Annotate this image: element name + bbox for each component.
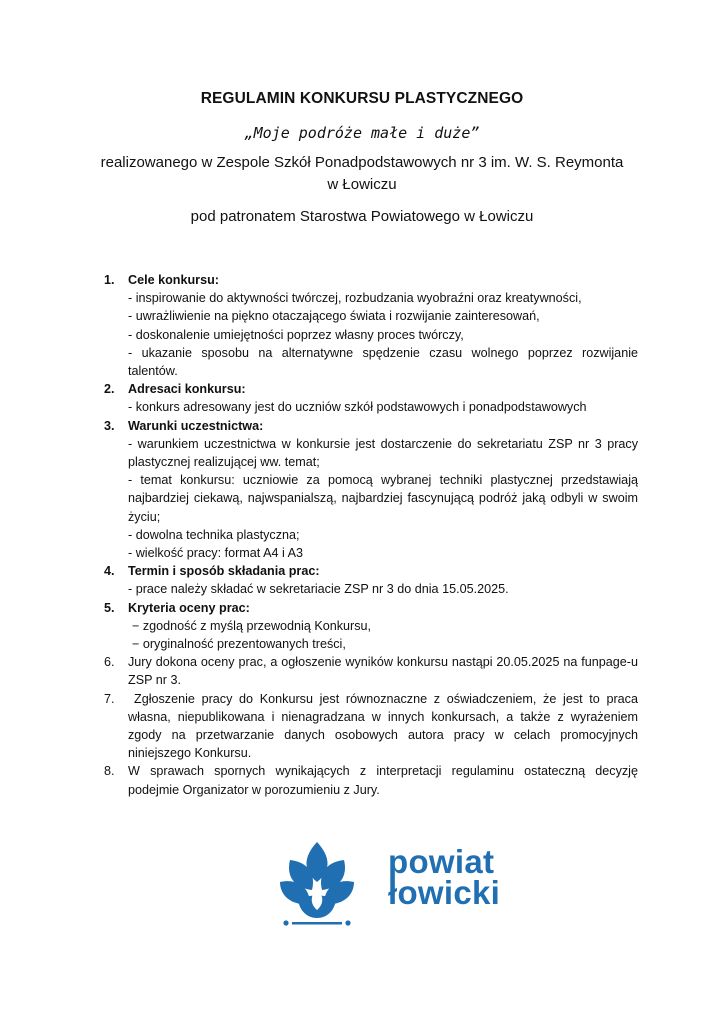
rule-heading: Adresaci konkursu: bbox=[128, 382, 246, 397]
rule-number: 1. bbox=[104, 273, 115, 287]
rule-number: 4. bbox=[104, 564, 115, 579]
rule-item bbox=[104, 762, 638, 798]
rule-number: 6. bbox=[104, 655, 115, 670]
logo-wordmark bbox=[388, 843, 501, 911]
rule-line: - uwrażliwienie na piękno otaczającego świata i rozwijanie zainteresowań, bbox=[128, 309, 540, 324]
organizer-line-1: realizowanego w Zespole Szkół Ponadpodstawowych nr 3 im. W. S. Reymonta bbox=[100, 154, 624, 171]
rule-line: - temat konkursu: uczniowie za pomocą wybranej techniki plastycznej przedstawiają najbardziej ciekawą, najwspanialszą, najbardziej fascynującą podróż jaką odbyli w swoim życiu; bbox=[128, 473, 638, 524]
flame-emblem-icon bbox=[272, 838, 362, 928]
rule-heading: Cele konkursu: bbox=[128, 273, 219, 287]
rule-line: - doskonalenie umiejętności poprzez własny proces twórczy, bbox=[128, 327, 464, 342]
rule-item bbox=[104, 417, 638, 563]
rule-text: Zgłoszenie pracy do Konkursu jest równoznaczne z oświadczeniem, że jest to praca własna, niepublikowana i nienagradzana w innych konkursach, a także z wyrażeniem zgody na przetwarzanie danych osobowych autora pracy w celach promocyjnych niniejszego Konkursu. bbox=[128, 691, 638, 761]
rule-line: - ukazanie sposobu na alternatywne spędzenie czasu wolnego poprzez rozwijanie talentów. bbox=[128, 345, 638, 379]
rules-list bbox=[104, 271, 638, 799]
rule-line: − zgodność z myślą przewodnią Konkursu, bbox=[132, 618, 372, 633]
contest-theme: „Moje podróże małe i duże” bbox=[244, 124, 480, 142]
logo-line-2: łowicki bbox=[388, 874, 501, 911]
rule-number: 2. bbox=[104, 382, 115, 397]
document-title: REGULAMIN KONKURSU PLASTYCZNEGO bbox=[200, 90, 524, 107]
rule-line: − oryginalność prezentowanych treści, bbox=[132, 637, 346, 652]
rule-heading: Warunki uczestnictwa: bbox=[128, 418, 264, 433]
rule-item bbox=[104, 653, 638, 689]
rule-item bbox=[104, 380, 638, 416]
rule-item bbox=[104, 271, 638, 380]
rule-text: W sprawach spornych wynikających z interpretacji regulaminu ostateczną decyzję podejmie Organizator w porozumieniu z Jury. bbox=[128, 764, 638, 797]
rule-line: - warunkiem uczestnictwa w konkursie jest dostarczenie do sekretariatu ZSP nr 3 pracy plastycznej realizującej ww. temat; bbox=[128, 436, 638, 470]
rule-heading: Kryteria oceny prac: bbox=[128, 600, 250, 615]
rule-number: 8. bbox=[104, 764, 115, 779]
patronage: pod patronatem Starostwa Powiatowego w Łowiczu bbox=[190, 208, 534, 225]
rule-line: - wielkość pracy: format A4 i A3 bbox=[128, 546, 303, 561]
rule-item bbox=[104, 599, 638, 654]
rule-item bbox=[104, 562, 638, 598]
rule-number: 3. bbox=[104, 418, 115, 433]
rule-item bbox=[104, 690, 638, 763]
rule-text: Jury dokona oceny prac, a ogłoszenie wyników konkursu nastąpi 20.05.2025 na funpage-u ZSP nr 3. bbox=[128, 655, 638, 688]
organizer-line-2: w Łowiczu bbox=[327, 176, 397, 193]
rule-line: - prace należy składać w sekretariacie ZSP nr 3 do dnia 15.05.2025. bbox=[128, 582, 509, 597]
rule-heading: Termin i sposób składania prac: bbox=[128, 564, 320, 579]
rule-number: 7. bbox=[104, 691, 115, 706]
rule-line: - konkurs adresowany jest do uczniów szkół podstawowych i ponadpodstawowych bbox=[128, 400, 587, 415]
rule-line: - inspirowanie do aktywności twórczej, rozbudzania wyobraźni oraz kreatywności, bbox=[128, 291, 582, 306]
rule-number: 5. bbox=[104, 600, 115, 615]
rule-line: - dowolna technika plastyczna; bbox=[128, 527, 300, 542]
logo-line-1: powiat bbox=[388, 843, 495, 880]
organizer bbox=[60, 152, 664, 196]
